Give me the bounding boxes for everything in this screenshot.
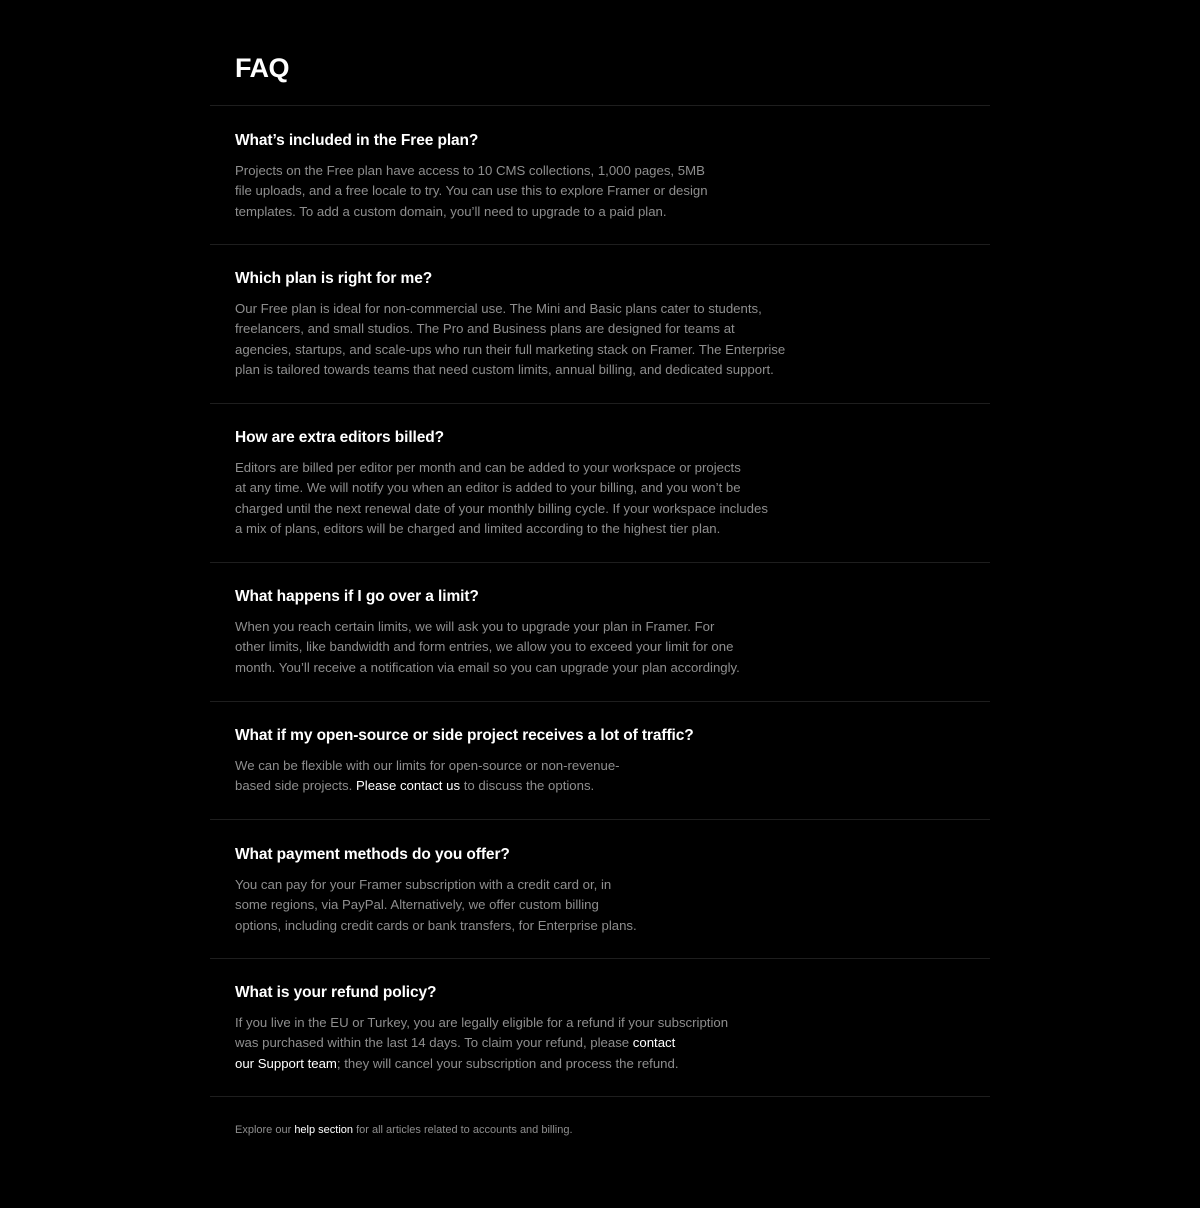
faq-item-editors-billing	[235, 428, 975, 539]
answer-line: options, including credit cards or bank transfers, for Enterprise plans.	[235, 917, 637, 933]
faq-item-over-limit	[235, 587, 975, 678]
help-section-link[interactable]: help section	[294, 1124, 354, 1136]
divider	[210, 1096, 990, 1097]
footer-text: for all articles related to accounts and billing.	[353, 1124, 573, 1136]
divider	[210, 403, 990, 404]
divider	[210, 562, 990, 563]
answer-line: plan is tailored towards teams that need custom limits, annual billing, and dedicated support.	[235, 361, 774, 377]
faq-question: What’s included in the Free plan?	[235, 132, 479, 149]
answer-line: freelancers, and small studios. The Pro and Business plans are designed for teams at	[235, 321, 735, 337]
divider	[210, 958, 990, 959]
faq-answer	[235, 756, 975, 797]
faq-answer	[235, 161, 975, 222]
divider	[210, 105, 990, 106]
faq-question: What happens if I go over a limit?	[235, 588, 479, 605]
answer-line: agencies, startups, and scale-ups who run their full marketing stack on Framer. The Enterprise	[235, 341, 786, 357]
answer-line: You can pay for your Framer subscription with a credit card or, in	[235, 877, 612, 892]
faq-question: How are extra editors billed?	[235, 429, 444, 446]
divider	[210, 244, 990, 245]
page-title: FAQ	[235, 53, 290, 83]
answer-text: ; they will cancel your subscription and process the refund.	[336, 1055, 679, 1071]
answer-line	[235, 1054, 975, 1074]
divider	[210, 701, 990, 702]
faq-answer	[235, 299, 975, 380]
faq-item-open-source-traffic	[235, 726, 975, 797]
help-footer-note	[235, 1122, 573, 1138]
faq-question: What payment methods do you offer?	[235, 846, 510, 863]
answer-line	[235, 1033, 975, 1053]
answer-line: If you live in the EU or Turkey, you are legally eligible for a refund if your subscription	[235, 1015, 729, 1030]
faq-answer	[235, 1013, 975, 1074]
answer-line: Editors are billed per editor per month and can be added to your workspace or projects	[235, 460, 741, 475]
faq-item-refund-policy	[235, 983, 975, 1074]
faq-item-payment-methods	[235, 845, 975, 936]
answer-line: file uploads, and a free locale to try. You can use this to explore Framer or design	[235, 183, 708, 199]
contact-support-link[interactable]: contact	[632, 1035, 676, 1051]
faq-question: Which plan is right for me?	[235, 270, 433, 287]
contact-us-link[interactable]: Please contact us	[355, 778, 461, 794]
answer-line: charged until the next renewal date of your monthly billing cycle. If your workspace includes	[235, 500, 768, 516]
answer-line: month. You’ll receive a notification via email so you can upgrade your plan accordingly.	[235, 659, 740, 675]
answer-line: some regions, via PayPal. Alternatively, we offer custom billing	[235, 897, 599, 913]
faq-question: What is your refund policy?	[235, 984, 437, 1001]
answer-line: other limits, like bandwidth and form entries, we allow you to exceed your limit for one	[235, 639, 734, 655]
answer-text: was purchased within the last 14 days. To claim your refund, please	[235, 1035, 633, 1051]
faq-answer	[235, 875, 975, 936]
faq-item-which-plan	[235, 269, 975, 380]
faq-answer	[235, 458, 975, 539]
faq-item-free-plan	[235, 131, 975, 222]
answer-line: Our Free plan is ideal for non-commercial use. The Mini and Basic plans cater to students,	[235, 301, 762, 316]
answer-line: Projects on the Free plan have access to 10 CMS collections, 1,000 pages, 5MB	[235, 163, 705, 178]
divider	[210, 819, 990, 820]
answer-line: a mix of plans, editors will be charged and limited according to the highest tier plan.	[235, 520, 721, 536]
answer-text: based side projects.	[235, 778, 356, 794]
answer-line: When you reach certain limits, we will ask you to upgrade your plan in Framer. For	[235, 619, 715, 634]
answer-line: at any time. We will notify you when an editor is added to your billing, and you won’t be	[235, 480, 741, 496]
footer-text: Explore our	[235, 1124, 295, 1136]
answer-line: We can be flexible with our limits for open-source or non-revenue-	[235, 758, 620, 773]
faq-question: What if my open-source or side project receives a lot of traffic?	[235, 727, 694, 744]
answer-line: templates. To add a custom domain, you’ll need to upgrade to a paid plan.	[235, 203, 667, 219]
answer-line	[235, 776, 975, 796]
answer-text: to discuss the options.	[460, 778, 595, 794]
contact-support-link-continued[interactable]: our Support team	[235, 1055, 337, 1071]
faq-answer	[235, 617, 975, 678]
